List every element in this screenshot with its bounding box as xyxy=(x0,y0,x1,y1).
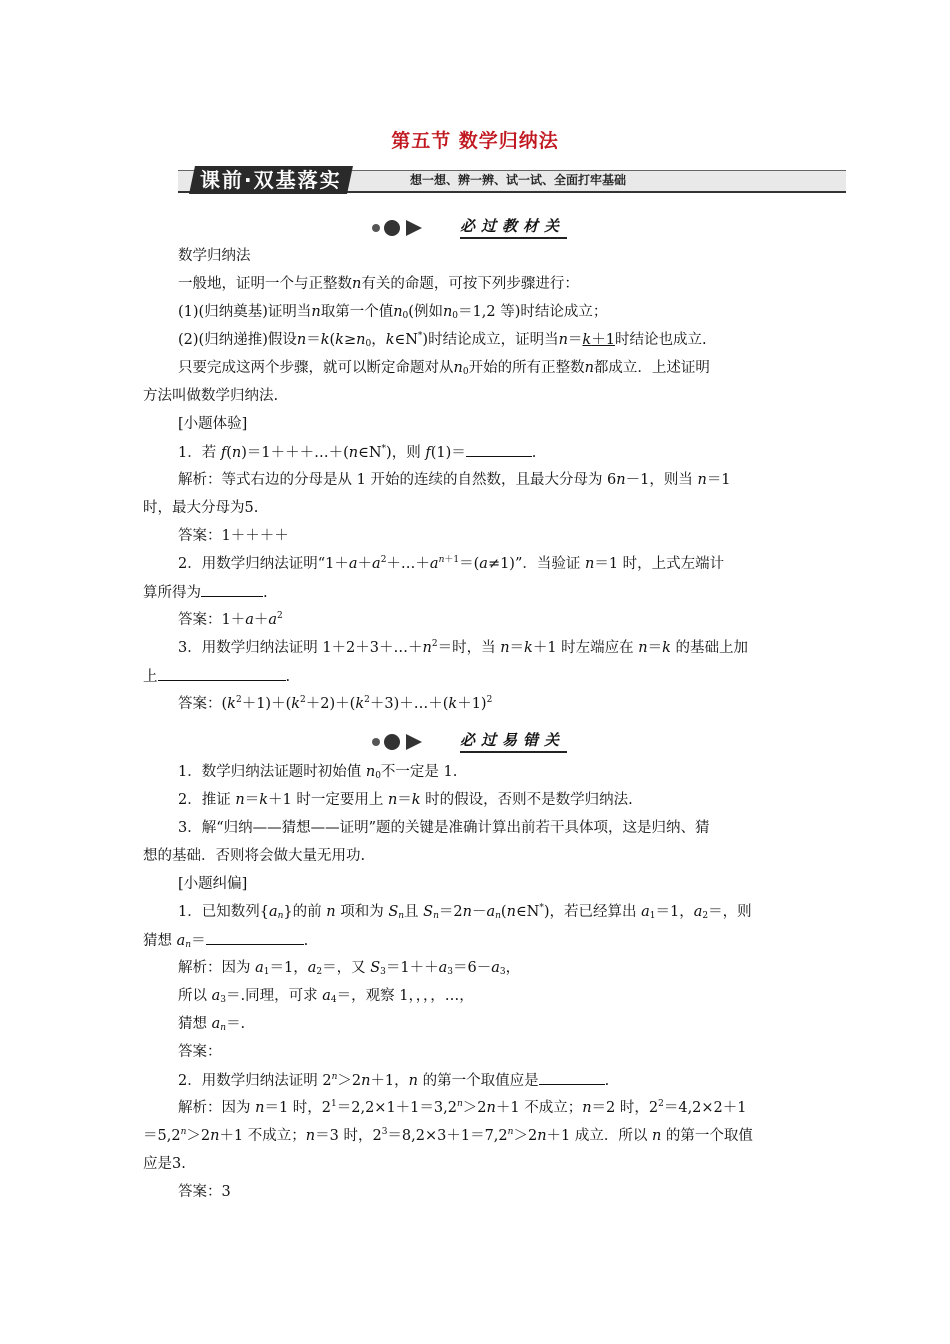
question-1: 1．若 f(n)＝1＋＋＋…＋(n∈N*)，则 f(1)＝ . xyxy=(178,444,537,461)
error-point-3-line-2: 想的基础．否则将会做大量无用功. xyxy=(143,848,366,864)
section-banner xyxy=(178,166,846,194)
bullet-dots-icon xyxy=(372,220,438,234)
q1-analysis-line-1: 解析：等式右边的分母是从 1 开始的连续的自然数，且最大分母为 6n－1，则当 n＝1 xyxy=(178,472,731,488)
p1-answer: 答案： xyxy=(178,1044,222,1060)
step-1-text: (1)(归纳奠基)证明当n取第一个值$n_0$(例如$n_0=1,2$ 等)时结论成立； xyxy=(178,304,608,321)
q2-answer: 答案：$1+a+a^2$ xyxy=(178,611,283,628)
banner-subtitle: 想一想、辨一辨、试一试、全面打牢基础 xyxy=(410,173,627,187)
p2-analysis-3: 应是3. xyxy=(143,1156,186,1172)
practice-tag-2: [小题纠偏] xyxy=(178,876,248,892)
practice-1-line-1: 1．已知数列$\{a_n\}$的前 n 项和为 $S_n$且 $S_n=2n-a_n(n\in N^*)$，若已经算出 $a_1=1$，$a_2=$，则 xyxy=(178,903,752,921)
heading-text: 数学归纳法 xyxy=(178,248,251,264)
p2-analysis-2: $=5,2^n>2n+1$ 不成立；n＝3 时，$2^3=8,2\times 3+1=7,2^n>2n+1$ 成立．所以 n 的第一个取值 xyxy=(143,1127,753,1144)
p1-analysis-1: 解析：因为 $a_1=1$，$a_2=$，又 $S_3=1++a_3=6-a_3$， xyxy=(178,960,521,977)
error-point-2: 2．推证 n＝k＋1 时一定要用上 n＝k 时的假设，否则不是数学归纳法. xyxy=(178,792,633,808)
section-header-textbook xyxy=(372,214,602,238)
question-2-line-1: 2．用数学归纳法证明“$1+a+a^2+\dots+a^{n+1}=(a\ne 1)$”．当验证 n＝1 时，上式左端计 xyxy=(178,555,725,572)
question-2-line-2: 算所得为 . xyxy=(143,582,268,603)
practice-1-line-2: 猜想 $a_n=$ . xyxy=(143,930,308,951)
question-3-line-1: 3．用数学归纳法证明 $1+2+3+\dots+n^2=$时，当 n＝k＋1 时左端应在 n＝k 的基础上加 xyxy=(178,639,749,656)
step-2-text: (2)(归纳递推)假设$n=k(k\ge n_0$，k∈N*)时结论成立，证明当n＝k＋1时结论也成立. xyxy=(178,331,707,349)
question-3-line-2: 上 . xyxy=(143,666,290,687)
q1-analysis-line-2: 时，最大分母为5. xyxy=(143,500,259,516)
summary-line-1: 只要完成这两个步骤，就可以断定命题对从$n_0$开始的所有正整数n都成立．上述证明 xyxy=(178,360,710,377)
bullet-dots-icon xyxy=(372,734,438,748)
section-header-errors xyxy=(372,728,602,752)
p1-analysis-2: 所以 $a_3=$.同理，可求 $a_4=$，观察 1，，，，…， xyxy=(178,988,474,1005)
section-label: 必过易错关 xyxy=(460,729,567,753)
intro-text: 一般地，证明一个与正整数n有关的命题，可按下列步骤进行： xyxy=(178,276,579,292)
page-title: 第五节 数学归纳法 xyxy=(391,130,559,152)
practice-tag: [小题体验] xyxy=(178,416,248,432)
practice-2: 2．用数学归纳法证明 $2^n>2n+1$，n 的第一个取值应是 . xyxy=(178,1072,610,1089)
error-point-1: 1．数学归纳法证题时初始值 $n_0$不一定是 1. xyxy=(178,764,458,781)
summary-line-2: 方法叫做数学归纳法. xyxy=(143,388,279,404)
p1-analysis-3: 猜想 $a_n=$. xyxy=(178,1016,246,1033)
q1-answer: 答案：1＋＋＋＋ xyxy=(178,528,289,544)
p2-analysis-1: 解析：因为 n＝1 时，$2^1=2,2\times 1+1=3,2^n>2n+1$ 不成立；n＝2 时，$2^2=4,2\times 2+1$ xyxy=(178,1099,747,1116)
p2-answer: 答案：3 xyxy=(178,1184,231,1200)
q3-answer: 答案：$(k^2+1)+(k^2+2)+(k^2+3)+\dots+(k+1)^2$ xyxy=(178,695,493,712)
section-label: 必过教材关 xyxy=(460,215,567,239)
banner-main-label: 课前·双基落实 xyxy=(189,166,353,194)
error-point-3-line-1: 3．解“归纳——猜想——证明”题的关键是准确计算出前若干具体项，这是归纳、猜 xyxy=(178,820,710,836)
